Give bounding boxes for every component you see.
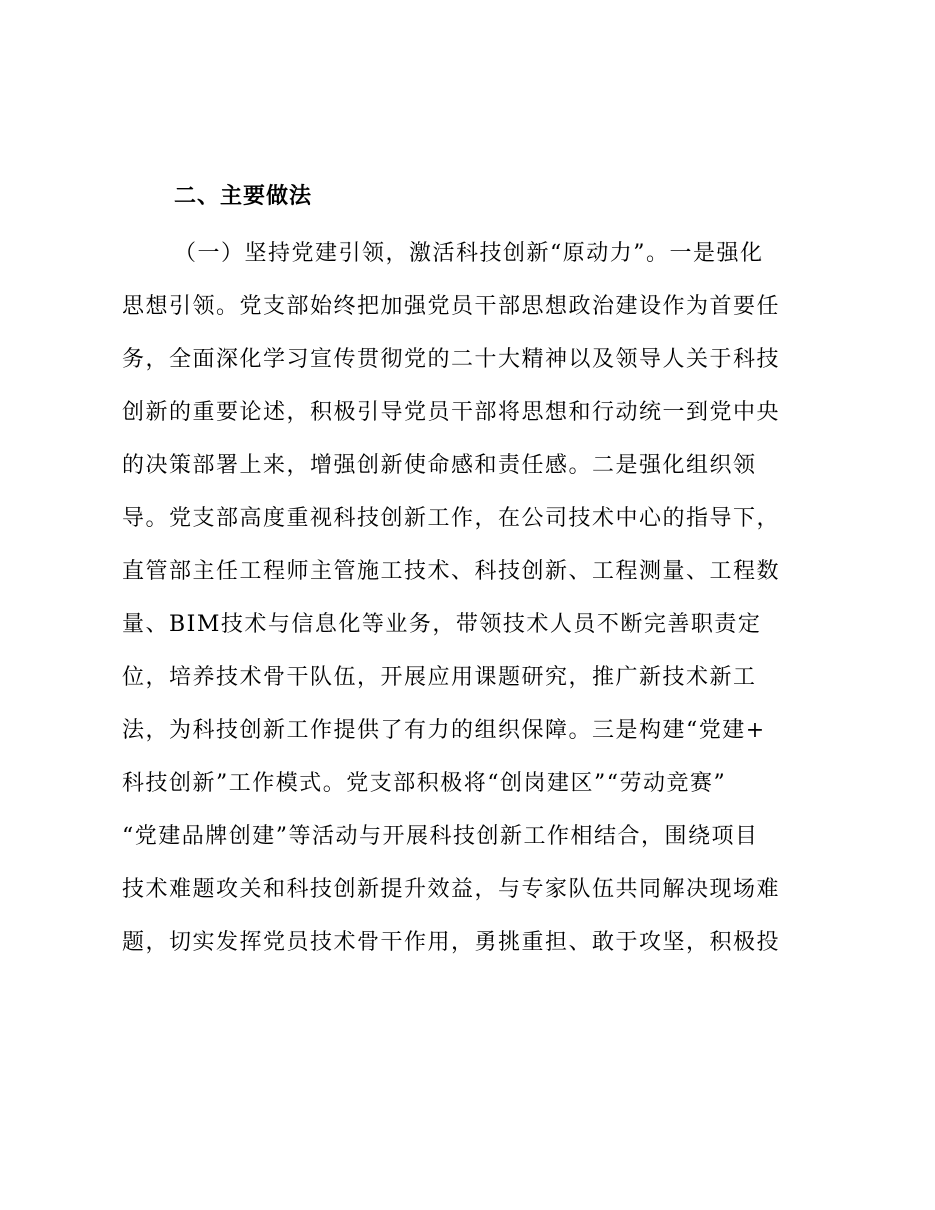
paragraph-line: 直管部主任工程师主管施工技术、科技创新、工程测量、工程数 — [122, 559, 781, 584]
paragraph-line: 科技创新”工作模式。党支部积极将“创岗建区”“劳动竞赛” — [122, 771, 727, 796]
body-paragraph — [122, 234, 812, 976]
section-heading: 二、主要做法 — [174, 184, 313, 209]
paragraph-line: 思想引领。党支部始终把加强党员干部思想政治建设作为首要任 — [122, 294, 781, 319]
paragraph-line: 位，培养技术骨干队伍，开展应用课题研究，推广新技术新工 — [122, 665, 757, 690]
paragraph-line: “党建品牌创建”等活动与开展科技创新工作相结合，围绕项目 — [122, 824, 759, 849]
paragraph-line: 创新的重要论述，积极引导党员干部将思想和行动统一到党中央 — [122, 400, 781, 425]
paragraph-line: （一）坚持党建引领，激活科技创新“原动力”。一是强化 — [174, 241, 764, 266]
paragraph-line: 法，为科技创新工作提供了有力的组织保障。三是构建“党建+ — [122, 718, 766, 743]
paragraph-line: 的决策部署上来，增强创新使命感和责任感。二是强化组织领 — [122, 453, 757, 478]
paragraph-line: 导。党支部高度重视科技创新工作，在公司技术中心的指导下， — [122, 506, 781, 531]
paragraph-line: 量、BIM技术与信息化等业务，带领技术人员不断完善职责定 — [122, 612, 762, 637]
paragraph-line: 题，切实发挥党员技术骨干作用，勇挑重担、敢于攻坚，积极投 — [122, 930, 781, 955]
paragraph-line: 务，全面深化学习宣传贯彻党的二十大精神以及领导人关于科技 — [122, 347, 781, 372]
paragraph-line: 技术难题攻关和科技创新提升效益，与专家队伍共同解决现场难 — [122, 877, 781, 902]
